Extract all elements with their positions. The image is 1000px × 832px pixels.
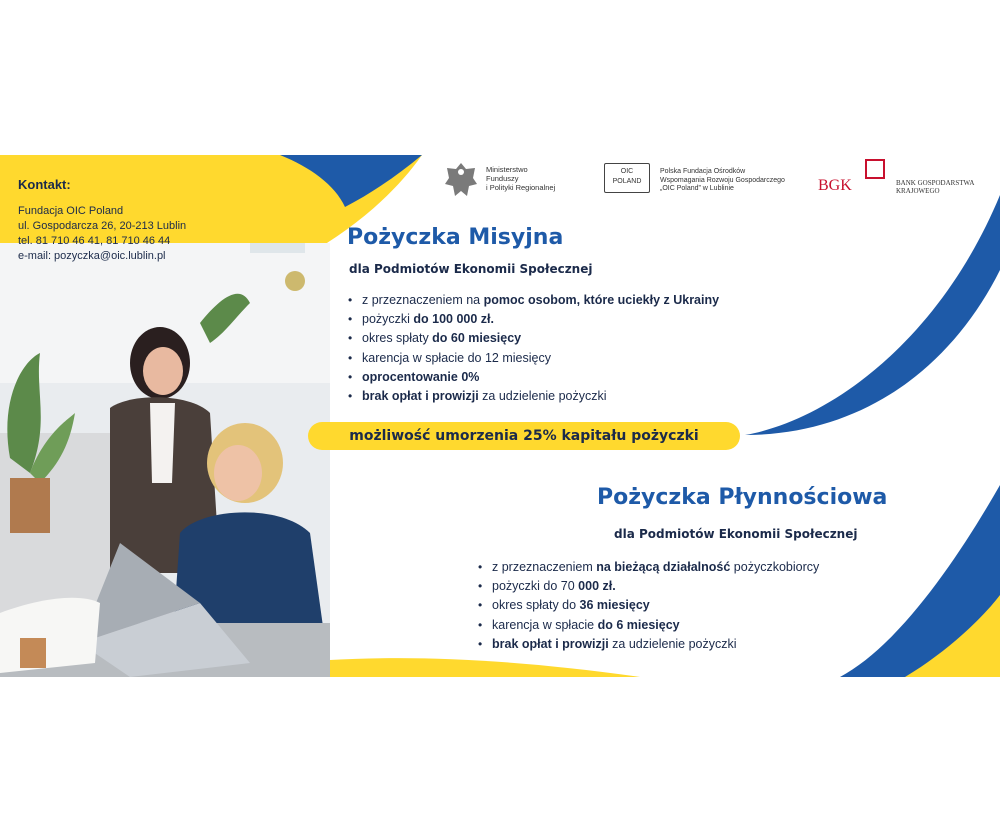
loan1-subtitle: dla Podmiotów Ekonomii Społecznej [349, 262, 593, 276]
loan2-title: Pożyczka Płynnościowa [597, 485, 888, 510]
loan1-feature: • pożyczki do 100 000 zł. [346, 310, 719, 329]
contact-heading: Kontakt: [18, 177, 71, 192]
loan2-feature: • okres spłaty do 36 miesięcy [476, 596, 819, 615]
loan1-features [346, 291, 719, 406]
oic-poland-logo [604, 163, 650, 193]
ministry-logo-text [486, 165, 555, 192]
loan1-feature: • okres spłaty do 60 miesięcy [346, 329, 719, 348]
loan2-feature: • brak opłat i prowizji za udzielenie pożyczki [476, 635, 819, 654]
office-photo [0, 243, 330, 677]
loan2-feature: • pożyczki do 70 000 zł. [476, 577, 819, 596]
polish-eagle-icon [443, 160, 479, 200]
loan1-title: Pożyczka Misyjna [347, 225, 564, 250]
contact-email: e-mail: pozyczka@oic.lublin.pl [18, 250, 166, 262]
oic-line-3: „OIC Poland” w Lublinie [660, 185, 734, 192]
ministry-line-1: Ministerstwo [486, 165, 528, 174]
oic-mark-line-1: OIC [620, 168, 634, 175]
loan2-subtitle: dla Podmiotów Ekonomii Społecznej [614, 527, 858, 541]
contact-address: ul. Gospodarcza 26, 20-213 Lublin [18, 220, 187, 232]
loan1-feature: • z przeznaczeniem na pomoc osobom, które uciekły z Ukrainy [346, 291, 719, 310]
bgk-square-icon [865, 159, 885, 179]
oic-mark-line-2: POLAND [612, 178, 642, 185]
bgk-logo-text [896, 179, 974, 195]
loan1-feature: • karencja w spłacie do 12 miesięcy [346, 349, 719, 368]
contact-phone: tel. 81 710 46 41, 81 710 46 44 [18, 235, 171, 247]
oic-logo-text [660, 168, 785, 194]
loan2-features [476, 558, 819, 654]
loan-banner [0, 155, 1000, 677]
contact-block [18, 177, 318, 264]
loan2-feature: • z przeznaczeniem na bieżącą działalność pożyczkobiorcy [476, 558, 819, 577]
ministry-line-3: i Polityki Regionalnej [486, 183, 556, 192]
oic-line-2: Wspomagania Rozwoju Gospodarczego [660, 176, 785, 184]
bgk-line-1: BANK GOSPODARSTWA [896, 179, 975, 187]
ministry-line-2: Funduszy [486, 174, 519, 183]
forgiveness-highlight: możliwość umorzenia 25% kapitału pożyczki [308, 422, 740, 450]
loan1-feature: • brak opłat i prowizji za udzielenie pożyczki [346, 387, 719, 406]
loan2-feature: • karencja w spłacie do 6 miesięcy [476, 616, 819, 635]
contact-org: Fundacja OIC Poland [18, 205, 124, 217]
oic-line-1: Polska Fundacja Ośrodków [660, 168, 746, 175]
bgk-line-2: KRAJOWEGO [896, 187, 940, 195]
bgk-mark: BGK [818, 177, 852, 194]
loan1-feature: • oprocentowanie 0% [346, 368, 719, 387]
